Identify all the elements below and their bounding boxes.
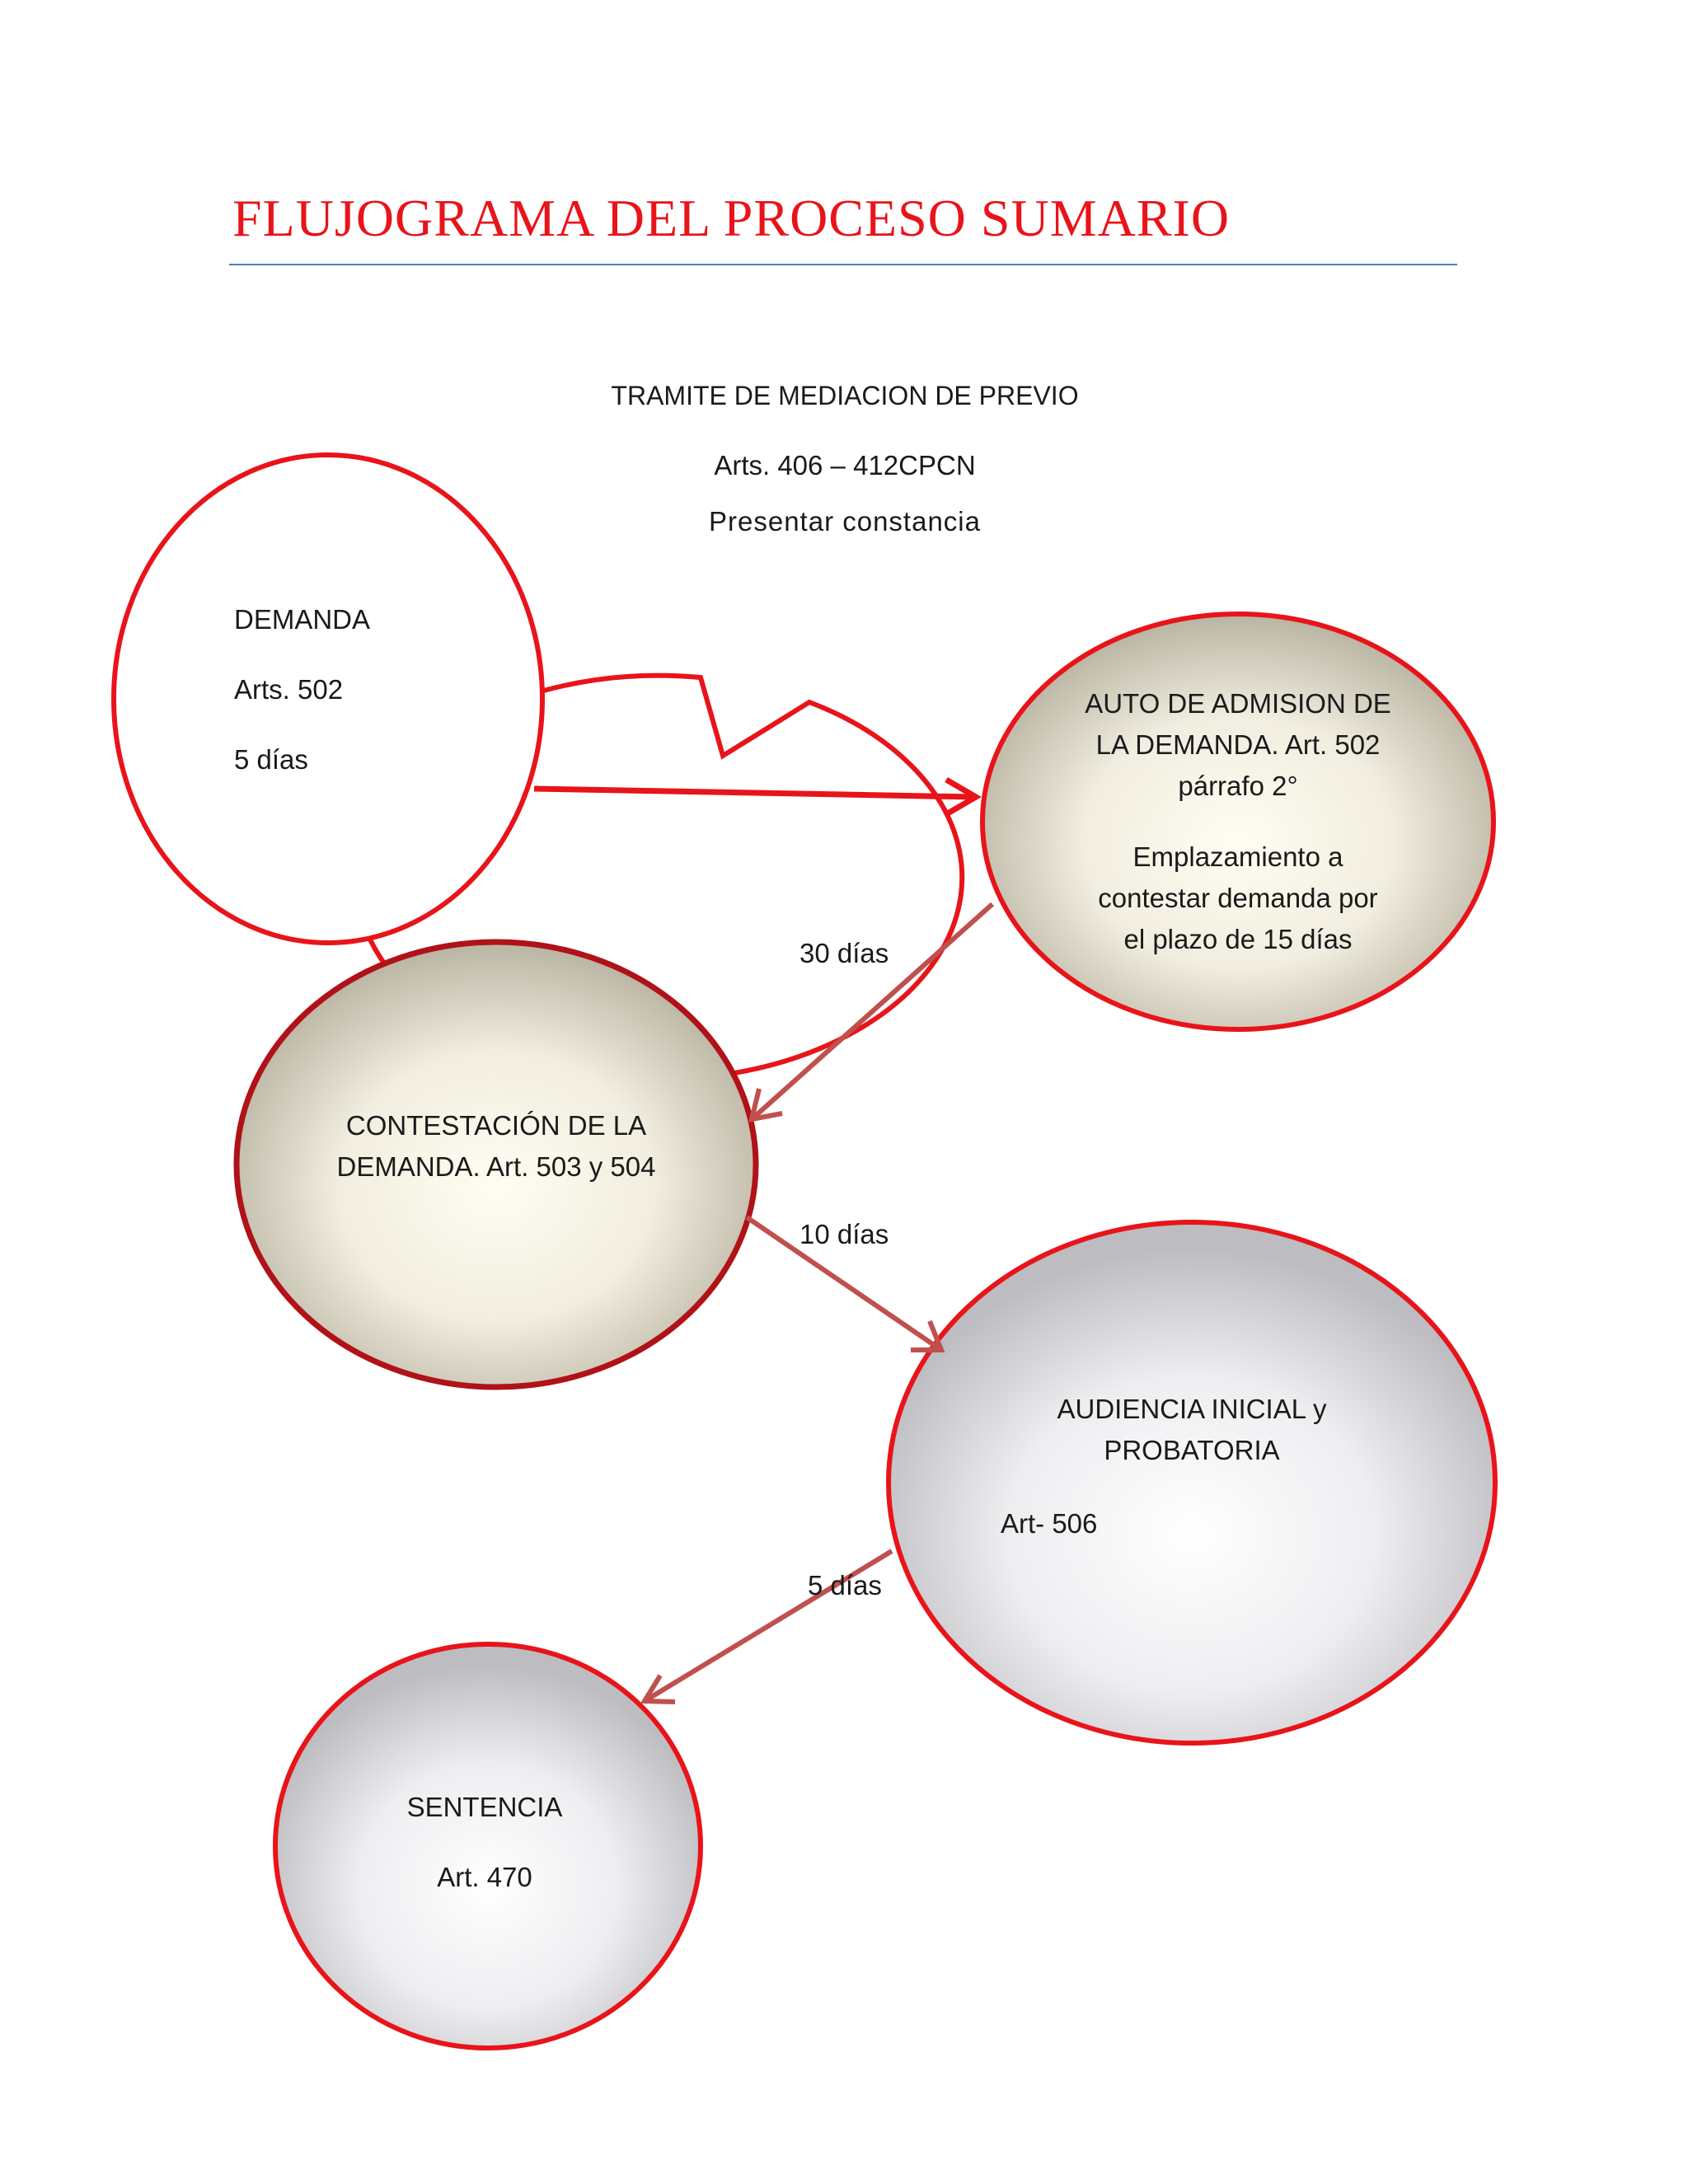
edge-label-30-dias: 30 días bbox=[799, 938, 889, 968]
contestacion-line-2: DEMANDA. Art. 503 y 504 bbox=[336, 1151, 656, 1182]
sentencia-line-1: SENTENCIA bbox=[406, 1792, 563, 1822]
demanda-line-2: Arts. 502 bbox=[234, 674, 344, 705]
edge-label-5-dias: 5 días bbox=[808, 1570, 882, 1601]
mediacion-text bbox=[577, 375, 1113, 542]
auto-line-6: el plazo de 15 días bbox=[1123, 924, 1353, 954]
audiencia-line-3: Art- 506 bbox=[1001, 1508, 1098, 1539]
audiencia-line-2: PROBATORIA bbox=[1104, 1435, 1280, 1465]
auto-line-4: Emplazamiento a bbox=[1132, 841, 1343, 872]
auto-line-5: contestar demanda por bbox=[1098, 883, 1378, 913]
mediacion-line-2: Arts. 406 – 412CPCN bbox=[714, 450, 976, 480]
contestacion-text bbox=[298, 1105, 694, 1188]
mediacion-line-1: TRAMITE DE MEDIACION DE PREVIO bbox=[611, 381, 1079, 410]
auto-line-2: LA DEMANDA. Art. 502 bbox=[1095, 729, 1381, 760]
audiencia-article bbox=[1001, 1503, 1248, 1544]
sentencia-text bbox=[361, 1772, 608, 1912]
page-title: FLUJOGRAMA DEL PROCESO SUMARIO bbox=[232, 189, 1231, 247]
audiencia-line-1: AUDIENCIA INICIAL y bbox=[1057, 1394, 1327, 1424]
auto-admision-text bbox=[1057, 683, 1419, 955]
auto-line-1: AUTO DE ADMISION DE bbox=[1085, 688, 1391, 719]
audiencia-node bbox=[889, 1222, 1495, 1743]
auto-line-3: párrafo 2° bbox=[1178, 771, 1298, 801]
demanda-line-3: 5 días bbox=[234, 744, 308, 775]
contestacion-line-1: CONTESTACIÓN DE LA bbox=[345, 1110, 647, 1141]
mediacion-line-3: Presentar constancia bbox=[708, 506, 981, 537]
audiencia-text bbox=[1019, 1389, 1365, 1471]
demanda-line-1: DEMANDA bbox=[234, 604, 371, 635]
edge-label-10-dias: 10 días bbox=[799, 1219, 889, 1249]
sentencia-line-2: Art. 470 bbox=[437, 1862, 532, 1892]
demanda-text bbox=[234, 584, 481, 794]
